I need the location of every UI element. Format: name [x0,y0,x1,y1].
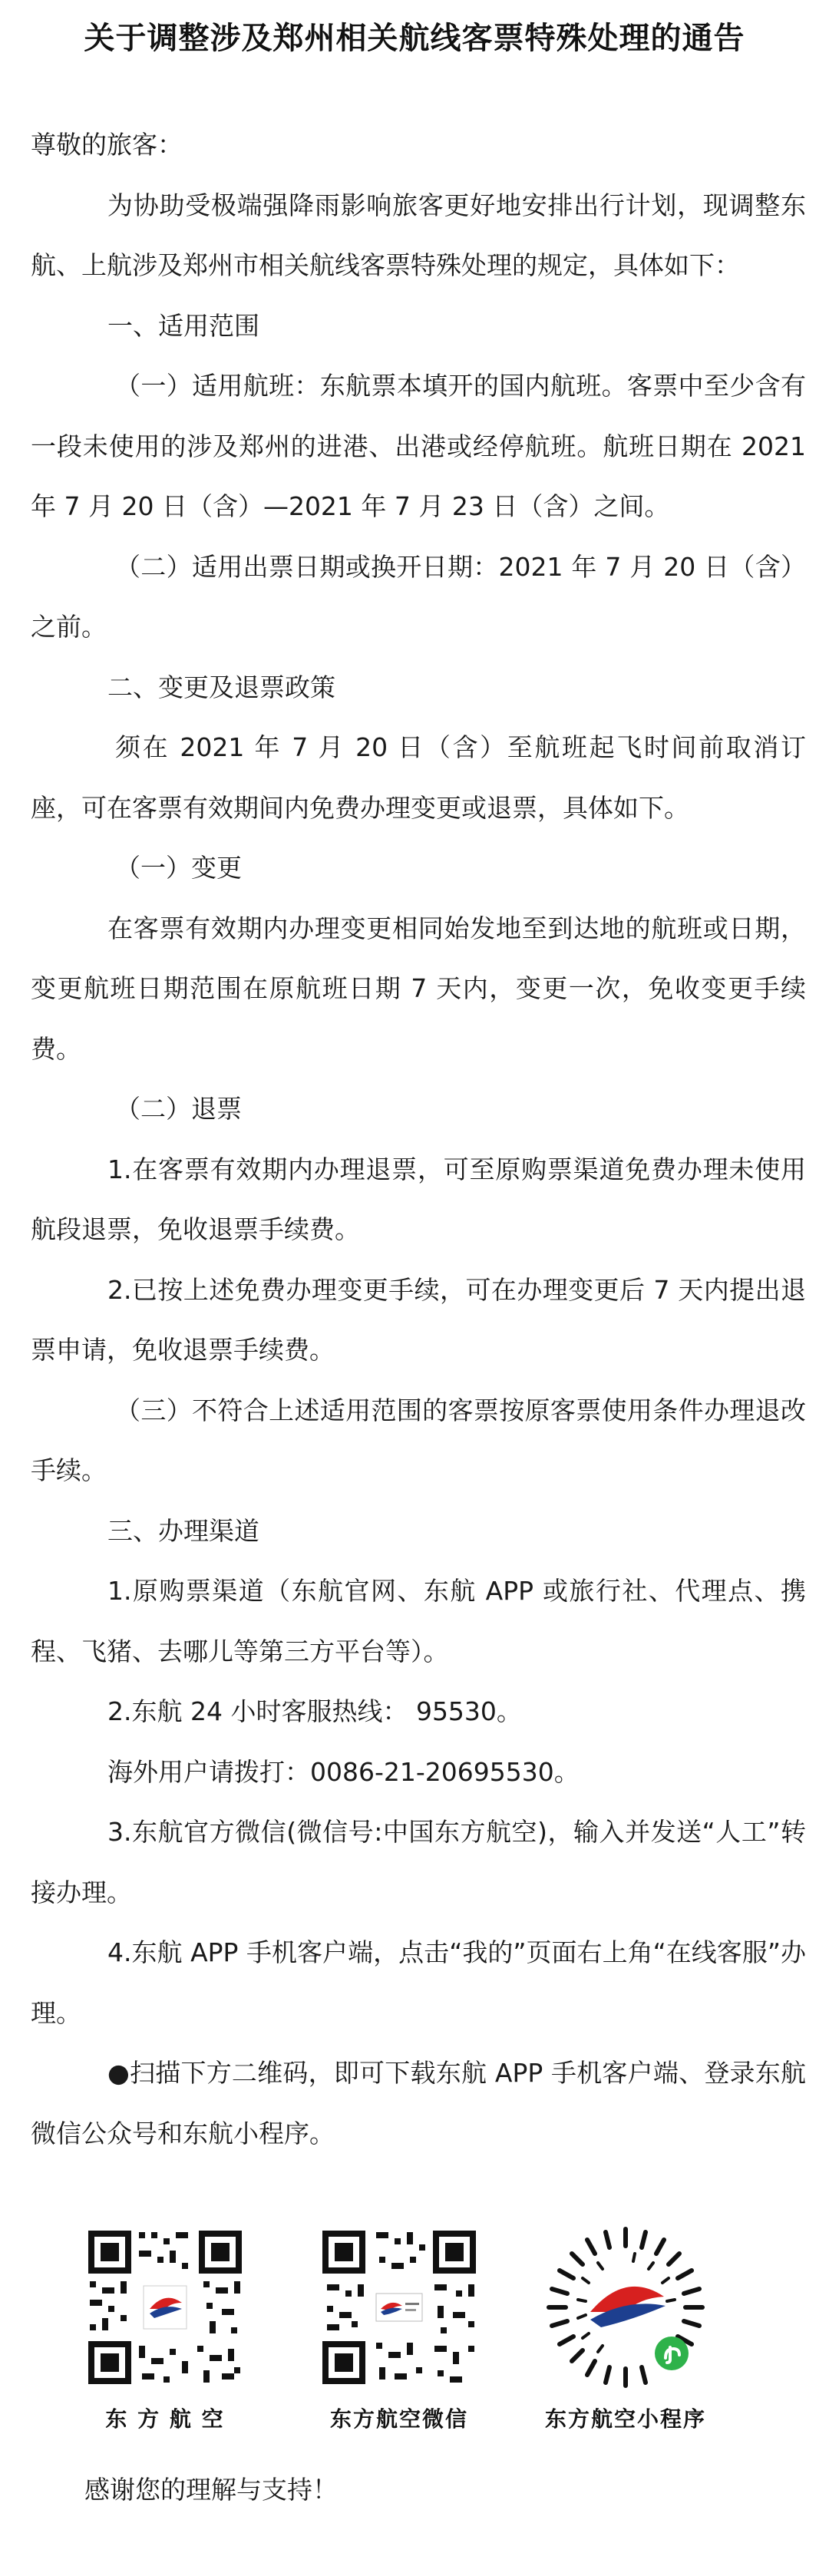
channel-3-wechat: 3.东航官方微信(微信号:中国东方航空)，输入并发送“人工”转接办理。 [31,1817,806,1907]
qr-caption-app: 东 方 航 空 [105,2406,225,2432]
mini-program-code-icon [541,2223,710,2392]
qr-code-wechat-icon [315,2223,484,2392]
channel-4-app: 4.东航 APP 手机客户端，点击“我的”页面右上角“在线客服”办理。 [31,1937,806,2028]
qr-instruction: ●扫描下方二维码，即可下载东航 APP 手机客户端、登录东航微信公众号和东航小程序。 [31,2058,806,2148]
closing-thanks: 感谢您的理解与支持！ [84,2475,338,2505]
section-heading-policy: 二、变更及退票政策 [107,672,335,702]
qr-wechat-account[interactable] [307,2223,491,2433]
intro-paragraph: 为协助受极端强降雨影响旅客更好地安排出行计划，现调整东航、上航涉及郑州市相关航线客票特殊处理的规定，具体如下： [31,190,806,280]
qr-caption-mini-program: 东方航空小程序 [544,2406,706,2432]
qr-app-download[interactable] [73,2223,257,2433]
change-rule-paragraph: 在客票有效期内办理变更相同始发地至到达地的航班或日期，变更航班日期范围在原航班日期 7 天内，变更一次，免收变更手续费。 [31,913,806,1064]
qr-code-app-icon [81,2223,249,2392]
refund-rule-3: （三）不符合上述适用范围的客票按原客票使用条件办理退改手续。 [31,1395,806,1485]
section-heading-channels: 三、办理渠道 [107,1515,259,1546]
scope-issue-date-paragraph: （二）适用出票日期或换开日期：2021 年 7 月 20 日（含）之前。 [31,551,806,642]
salutation: 尊敬的旅客： [31,130,183,160]
section-heading-scope: 一、适用范围 [107,310,259,341]
notice-body [31,115,806,2164]
policy-intro-paragraph: 须在 2021 年 7 月 20 日（含）至航班起飞时间前取消订座，可在客票有效期间内免费办理变更或退票，具体如下。 [31,732,806,823]
subheading-change: （一）变更 [115,853,242,883]
channel-2-hotline: 2.东航 24 小时客服热线： 95530。 [107,1696,522,1726]
scope-flights-paragraph: （一）适用航班：东航票本填开的国内航班。客票中至少含有一段未使用的涉及郑州的进港、出港或经停航班。航班日期在 2021 年 7 月 20 日（含）—2021 年 7 月 23 日（含）之间。 [31,371,806,521]
qr-caption-wechat: 东方航空微信 [329,2406,468,2432]
refund-rule-1: 1.在客票有效期内办理退票，可至原购票渠道免费办理未使用航段退票，免收退票手续费。 [31,1154,806,1244]
channel-1: 1.原购票渠道（东航官网、东航 APP 或旅行社、代理点、携程、飞猪、去哪儿等第三方平台等）。 [31,1576,806,1666]
notice-title: 关于调整涉及郑州相关航线客票特殊处理的通告 [84,21,745,56]
refund-rule-2: 2.已按上述免费办理变更手续，可在办理变更后 7 天内提出退票申请，免收退票手续费。 [31,1274,806,1365]
channel-2-overseas: 海外用户请拨打：0086-21-20695530。 [107,1756,580,1787]
qr-code-row [0,2223,829,2438]
qr-mini-program[interactable] [533,2223,718,2433]
subheading-refund: （二）退票 [115,1094,242,1124]
